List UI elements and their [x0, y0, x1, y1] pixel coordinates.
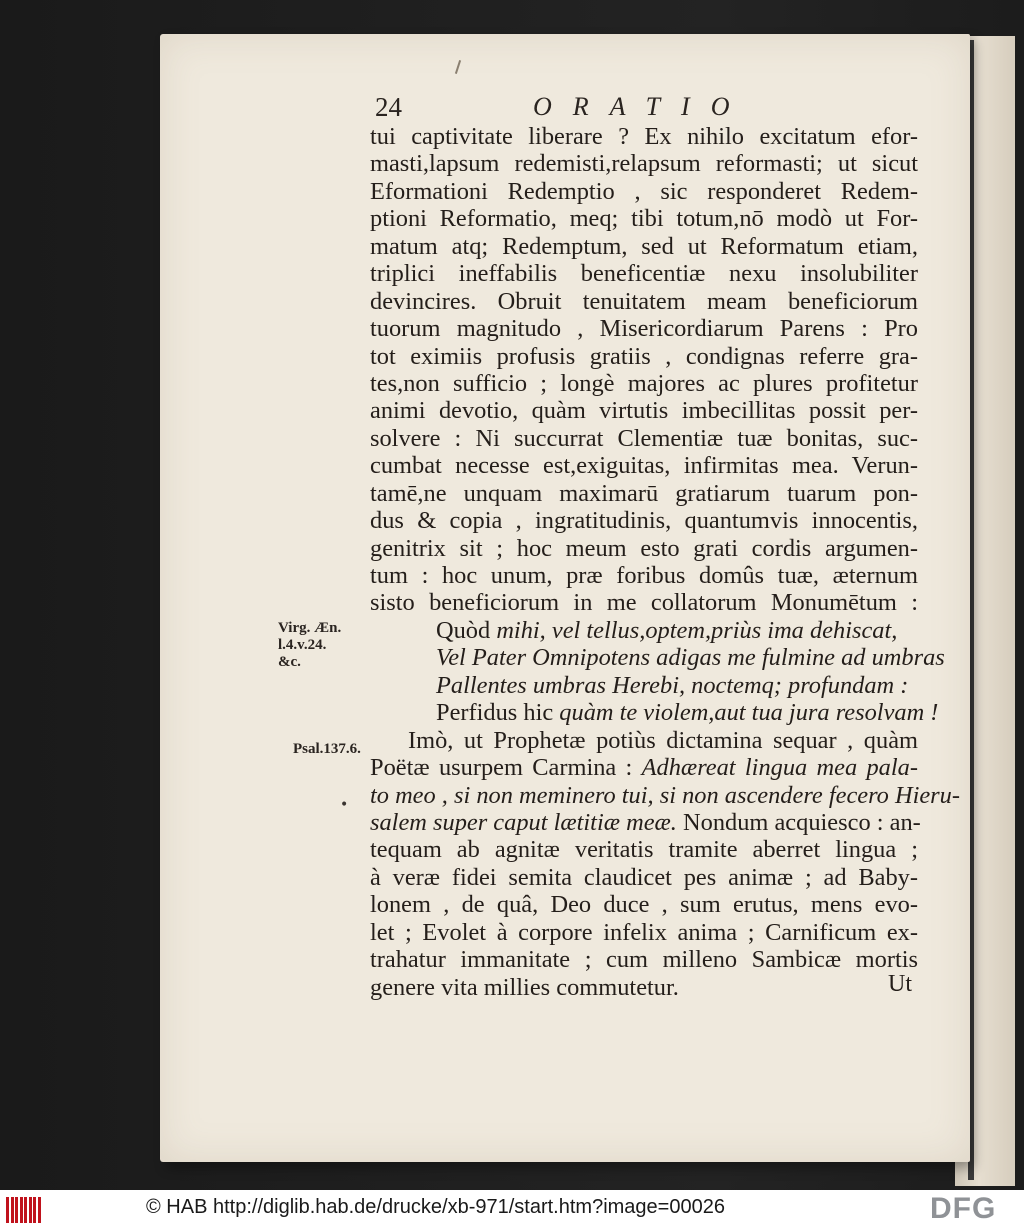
logo-bar [29, 1197, 32, 1223]
text-line [370, 562, 918, 589]
logo-bar [24, 1197, 27, 1223]
text-line [370, 233, 918, 260]
running-head [375, 92, 875, 122]
logo-bar [20, 1197, 23, 1223]
text-run: matum atq; Redemptum, sed ut Reformatum etiam, [370, 232, 918, 260]
text-run: lonem , de quâ, Deo duce , sum erutus, mens evo- [370, 891, 918, 919]
text-line [370, 343, 918, 370]
text-run: trahatur immanitate ; cum milleno Sambicæ mortis [370, 946, 918, 974]
footer-url-text[interactable]: © HAB http://diglib.hab.de/drucke/xb-971/start.htm?image=00026 [146, 1196, 725, 1218]
text-line [370, 946, 918, 973]
text-line [370, 288, 918, 315]
text-run: masti,lapsum redemisti,relapsum reformasti; ut sicut [370, 150, 918, 178]
side-note-line: Virg. Æn. [278, 620, 342, 636]
margin-dot: • [340, 797, 349, 813]
text-run: Perfidus hic [436, 699, 560, 727]
logo-bar [6, 1197, 9, 1223]
text-run: Vel Pater Omnipotens adigas me fulmine ad umbras [436, 644, 945, 672]
text-run: Nondum acquiesco : an- [676, 808, 921, 836]
text-line [370, 919, 918, 946]
text-run: mihi, vel tellus,optem,priùs ima dehiscat, [496, 616, 898, 644]
text-line [370, 205, 918, 232]
text-line [370, 781, 960, 809]
text-run: sisto beneficiorum in me collatorum Monumētum : [370, 589, 918, 617]
text-run: devincires. Obruit tenuitatem meam beneficiorum [370, 287, 918, 315]
text-run: Pallentes umbras Herebi, noctemq; profundam : [436, 671, 909, 699]
text-run: ptioni Reformatio, meq; tibi totum,nō modò ut For- [370, 205, 918, 233]
footer-bar [0, 1190, 1024, 1230]
text-run: tuorum magnitudo , Misericordiarum Parens : Pro [370, 315, 918, 343]
text-run: tes,non sufficio ; longè majores ac plures profitetur [370, 369, 918, 397]
text-run: dus & copia , ingratitudinis, quantumvis innocentis, [370, 507, 918, 535]
text-line [370, 480, 918, 507]
side-note-virgil [278, 620, 341, 671]
logo-bar [11, 1197, 14, 1223]
page-number: 24 [375, 92, 402, 122]
running-head-title: ORATIO [533, 92, 751, 121]
logo-bar [38, 1197, 41, 1223]
logo-bar [15, 1197, 18, 1223]
text-line [370, 644, 945, 672]
catchword: Ut [888, 971, 912, 997]
text-run: genitrix sit ; hoc meum esto grati cordis argumen- [370, 534, 918, 562]
text-run: Quòd [436, 616, 497, 644]
text-line [370, 397, 918, 424]
text-run: cumbat necesse est,exiguitas, infirmitas mea. Verun- [370, 452, 918, 480]
text-run: tum : hoc unum, præ foribus domûs tuæ, æternum [370, 562, 918, 589]
text-run: tequam ab agnitæ veritatis tramite aberret lingua ; [370, 836, 918, 864]
text-run: triplici ineffabilis beneficentiæ nexu insolubiliter [370, 260, 918, 288]
text-run: salem super caput lætitiæ meæ. [370, 808, 677, 836]
text-run: genere vita millies commutetur. [370, 973, 679, 1001]
text-run: Imò, ut Prophetæ potiùs dictamina sequar , quàm [408, 726, 918, 754]
dfg-logo: DFG [930, 1192, 997, 1225]
text-line [370, 315, 918, 342]
text-run: Poëtæ usurpem Carmina : [370, 754, 642, 782]
text-line [370, 535, 918, 562]
side-note-psalm: Psal.137.6. [293, 741, 361, 757]
body-text [370, 123, 960, 1001]
text-line [370, 891, 918, 918]
text-run: tui captivitate liberare ? Ex nihilo excitatum efor- [370, 123, 918, 150]
text-run: quàm te violem,aut tua jura resolvam ! [559, 699, 939, 727]
text-line [370, 808, 921, 836]
side-note-line: l.4.v.24. [278, 637, 327, 653]
text-line [370, 260, 918, 287]
text-line [370, 864, 918, 891]
text-line [370, 507, 918, 534]
text-run: let ; Evolet à corpore infelix anima ; Carnificum ex- [370, 918, 918, 946]
text-run: to meo , si non meminero tui, si non ascendere fecero Hieru- [370, 781, 960, 809]
text-run: solvere : Ni succurrat Clementiæ tuæ bonitas, suc- [370, 424, 918, 452]
text-run: tot eximiis profusis gratiis , condignas referre gra- [370, 342, 918, 370]
text-line [370, 123, 918, 150]
text-line [370, 370, 918, 397]
text-run: tamē,ne unquam maximarū gratiarum tuarum pon- [370, 479, 918, 507]
text-line [370, 699, 939, 727]
side-note-line: &c. [278, 654, 301, 670]
text-line [370, 672, 918, 699]
text-run: animi devotio, quàm virtutis imbecillitas possit per- [370, 397, 918, 425]
show-through-text [383, 978, 563, 999]
text-line [370, 150, 918, 177]
text-line [370, 727, 918, 754]
text-run: Eformationi Redemptio , sic responderet Redem- [370, 177, 918, 205]
logo-bar [33, 1197, 36, 1223]
text-run: à veræ fidei semita claudicet pes animæ ; ad Baby- [370, 863, 918, 891]
text-line [370, 425, 918, 452]
text-line [370, 836, 918, 863]
hab-logo-icon [6, 1197, 46, 1223]
text-line [370, 178, 918, 205]
text-line [370, 754, 918, 781]
text-line [370, 452, 918, 479]
text-line [370, 589, 918, 616]
text-run: Adhæreat lingua mea pala- [641, 754, 918, 782]
text-line [370, 617, 918, 644]
